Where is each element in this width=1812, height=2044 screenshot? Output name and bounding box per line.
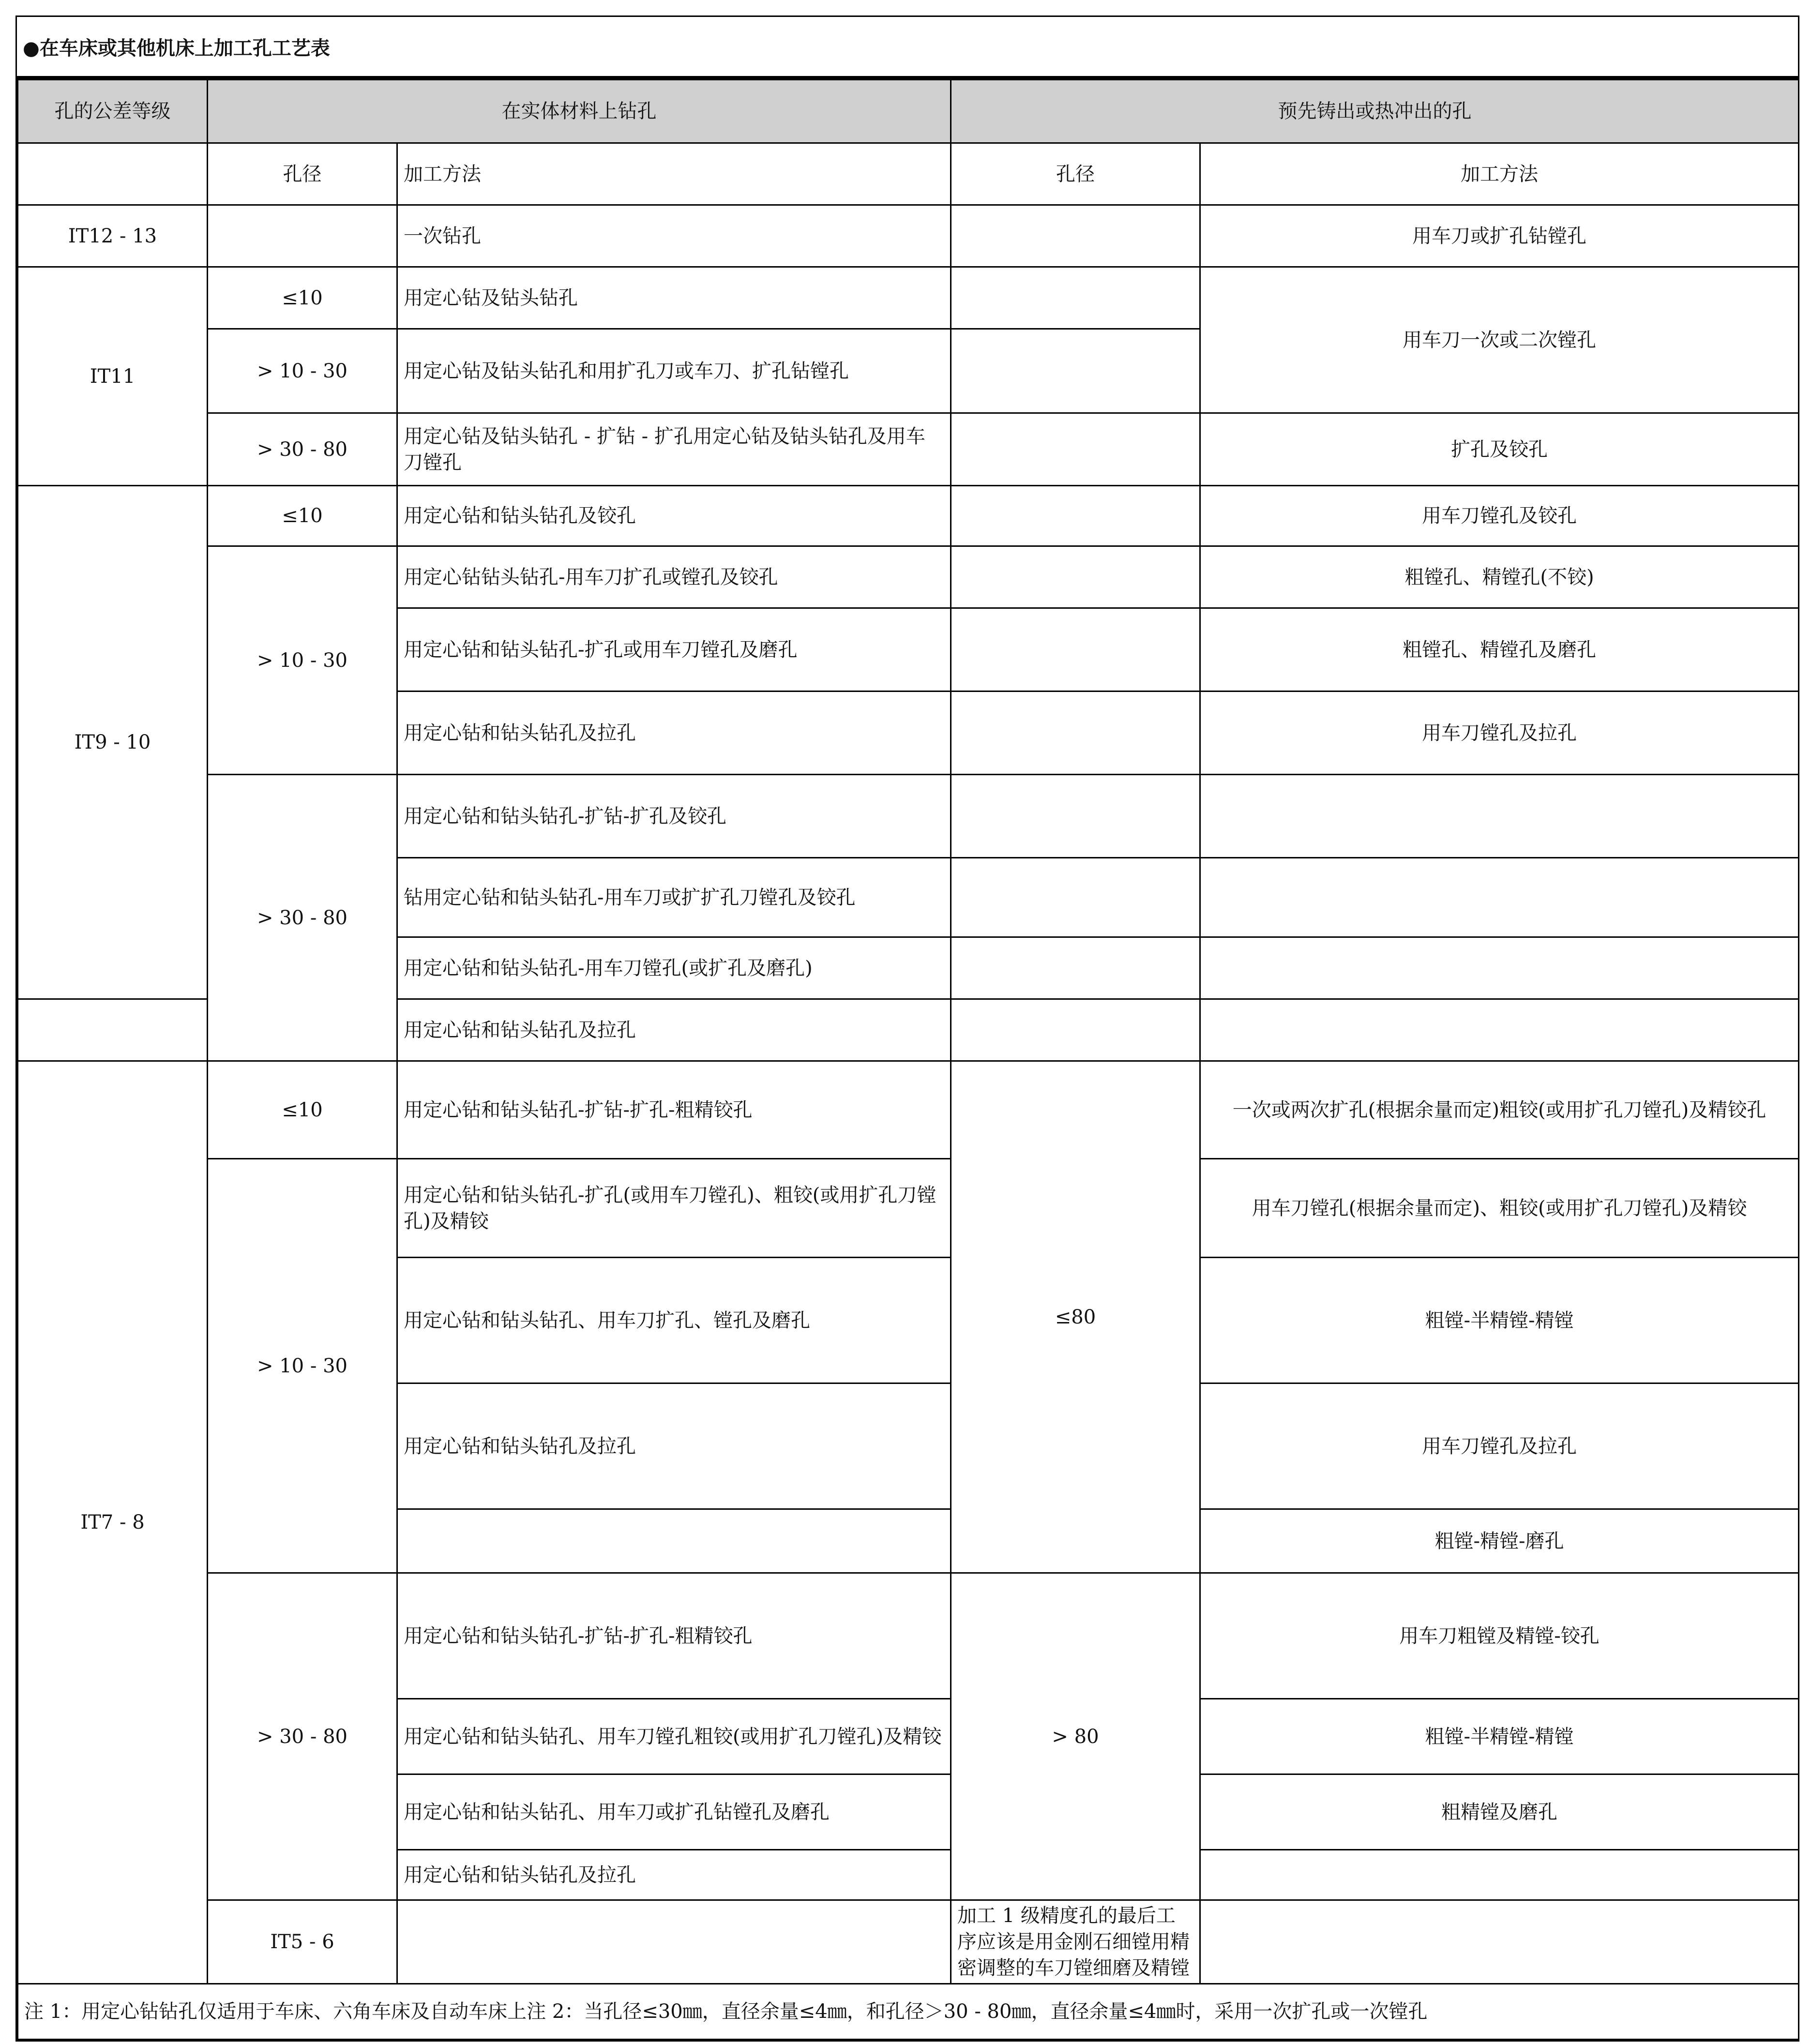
subheader-diameter: 孔径 — [208, 143, 397, 205]
method-cell: 一次钻孔 — [397, 205, 951, 267]
precast-method-cell: 粗镗孔、精镗孔(不铰) — [1200, 546, 1799, 608]
header-solid-material: 在实体材料上钻孔 — [208, 80, 951, 143]
subheader-method: 加工方法 — [397, 143, 951, 205]
grade-cell: IT7 - 8 — [18, 1061, 208, 1984]
diameter-cell: > 30 - 80 — [208, 775, 397, 1061]
precast-method-cell: 用车刀或扩孔钻镗孔 — [1200, 205, 1799, 267]
table-row — [18, 205, 1799, 267]
table-row — [18, 1573, 1799, 1699]
method-cell: 用定心钻钻头钻孔-用车刀扩孔或镗孔及铰孔 — [397, 546, 951, 608]
precast-method-cell — [1200, 999, 1799, 1061]
precast-method-cell — [1200, 1850, 1799, 1900]
grade-cell: IT12 - 13 — [18, 205, 208, 267]
method-cell: 用定心钻和钻头钻孔及拉孔 — [397, 1850, 951, 1900]
precast-method-cell: 用车刀镗孔及拉孔 — [1200, 691, 1799, 775]
precast-method-cell: 粗镗孔、精镗孔及磨孔 — [1200, 608, 1799, 691]
diameter-cell — [208, 205, 397, 267]
precast-diameter-cell: ≤80 — [951, 1061, 1200, 1573]
precast-diameter-cell — [951, 691, 1200, 775]
precast-diameter-cell — [951, 205, 1200, 267]
method-cell: 用定心钻和钻头钻孔-扩孔(或用车刀镗孔)、粗铰(或用扩孔刀镗孔)及精铰 — [397, 1159, 951, 1258]
diameter-cell: ≤10 — [208, 267, 397, 329]
grade-cell: IT11 — [18, 267, 208, 486]
method-cell: 用定心钻和钻头钻孔、用车刀扩孔、镗孔及磨孔 — [397, 1258, 951, 1383]
subheader-empty — [18, 143, 208, 205]
method-cell: 用定心钻和钻头钻孔、用车刀或扩孔钻镗孔及磨孔 — [397, 1774, 951, 1850]
precast-method-cell: 用车刀镗孔及拉孔 — [1200, 1383, 1799, 1509]
method-cell: 钻用定心钻和钻头钻孔-用车刀或扩扩孔刀镗孔及铰孔 — [397, 858, 951, 937]
method-cell: 用定心钻和钻头钻孔-扩钻-扩孔-粗精铰孔 — [397, 1061, 951, 1159]
process-table — [17, 79, 1799, 2040]
table-row — [18, 1159, 1799, 1258]
precast-diameter-cell — [951, 267, 1200, 329]
precast-method-cell — [1200, 937, 1799, 999]
subheader-row — [18, 143, 1799, 205]
header-tolerance-grade: 孔的公差等级 — [18, 80, 208, 143]
diameter-cell: > 30 - 80 — [208, 1573, 397, 1900]
table-row — [18, 1900, 1799, 1984]
method-cell: 用定心钻和钻头钻孔及铰孔 — [397, 486, 951, 546]
method-cell: 用定心钻和钻头钻孔-用车刀镗孔(或扩孔及磨孔) — [397, 937, 951, 999]
precast-method-cell: 扩孔及铰孔 — [1200, 413, 1799, 486]
precast-diameter-cell — [951, 999, 1200, 1061]
precast-diameter-cell — [951, 775, 1200, 858]
method-cell: 用定心钻和钻头钻孔-扩钻-扩孔及铰孔 — [397, 775, 951, 858]
precast-diameter-cell — [951, 329, 1200, 413]
method-cell — [397, 1509, 951, 1573]
diameter-cell: ≤10 — [208, 486, 397, 546]
precast-method-cell: 粗精镗及磨孔 — [1200, 1774, 1799, 1850]
precast-diameter-cell — [951, 486, 1200, 546]
method-cell: 用定心钻和钻头钻孔-扩钻-扩孔-粗精铰孔 — [397, 1573, 951, 1699]
precast-method-cell: 粗镗-半精镗-精镗 — [1200, 1258, 1799, 1383]
diameter-cell: ≤10 — [208, 1061, 397, 1159]
method-cell: 用定心钻和钻头钻孔及拉孔 — [397, 691, 951, 775]
precast-diameter-cell — [951, 608, 1200, 691]
diameter-cell: > 10 - 30 — [208, 1159, 397, 1573]
precast-method-cell — [1200, 858, 1799, 937]
method-cell: 加工 1 级精度孔的最后工序应该是用金刚石细镗用精密调整的车刀镗细磨及精镗 — [951, 1900, 1200, 1984]
precast-method-cell — [1200, 775, 1799, 858]
method-cell: 用定心钻和钻头钻孔、用车刀镗孔粗铰(或用扩孔刀镗孔)及精铰 — [397, 1699, 951, 1774]
diameter-cell: > 10 - 30 — [208, 329, 397, 413]
header-row — [18, 80, 1799, 143]
diameter-cell — [397, 1900, 951, 1984]
method-cell: 用定心钻和钻头钻孔及拉孔 — [397, 999, 951, 1061]
precast-method-cell: 粗镗-半精镗-精镗 — [1200, 1699, 1799, 1774]
table-row — [18, 775, 1799, 858]
grade-cell: IT5 - 6 — [208, 1900, 397, 1984]
diameter-cell: > 30 - 80 — [208, 413, 397, 486]
precast-diameter-cell: > 80 — [951, 1573, 1200, 1900]
method-cell: 用定心钻及钻头钻孔和用扩孔刀或车刀、扩孔钻镗孔 — [397, 329, 951, 413]
subheader-method-precast: 加工方法 — [1200, 143, 1799, 205]
table-row — [18, 413, 1799, 486]
precast-diameter-cell — [1200, 1900, 1799, 1984]
method-cell: 用定心钻和钻头钻孔及拉孔 — [397, 1383, 951, 1509]
precast-diameter-cell — [951, 413, 1200, 486]
precast-method-cell: 用车刀镗孔及铰孔 — [1200, 486, 1799, 546]
precast-method-cell: 用车刀粗镗及精镗-铰孔 — [1200, 1573, 1799, 1699]
precast-diameter-cell — [951, 858, 1200, 937]
table-row — [18, 486, 1799, 546]
table-title: ●在车床或其他机床上加工孔工艺表 — [17, 17, 1798, 79]
subheader-diameter-precast: 孔径 — [951, 143, 1200, 205]
method-cell: 用定心钻及钻头钻孔 — [397, 267, 951, 329]
precast-diameter-cell — [951, 546, 1200, 608]
precast-method-cell: 一次或两次扩孔(根据余量而定)粗铰(或用扩孔刀镗孔)及精铰孔 — [1200, 1061, 1799, 1159]
method-cell: 用定心钻及钻头钻孔 - 扩钻 - 扩孔用定心钻及钻头钻孔及用车刀镗孔 — [397, 413, 951, 486]
precast-method-cell: 用车刀一次或二次镗孔 — [1200, 267, 1799, 413]
table-row — [18, 267, 1799, 329]
grade-cell-empty — [18, 999, 208, 1061]
diameter-cell: > 10 - 30 — [208, 546, 397, 775]
note-row — [18, 1984, 1799, 2040]
table-note: 注 1：用定心钻钻孔仅适用于车床、六角车床及自动车床上注 2：当孔径≤30㎜，直径余量≤4㎜，和孔径＞30 - 80㎜，直径余量≤4㎜时，采用一次扩孔或一次镗孔 — [18, 1984, 1799, 2040]
precast-diameter-cell — [951, 937, 1200, 999]
precast-method-cell: 粗镗-精镗-磨孔 — [1200, 1509, 1799, 1573]
table-row — [18, 546, 1799, 608]
table-row — [18, 1061, 1799, 1159]
precast-method-cell: 用车刀镗孔(根据余量而定)、粗铰(或用扩孔刀镗孔)及精铰 — [1200, 1159, 1799, 1258]
header-precast-hole: 预先铸出或热冲出的孔 — [951, 80, 1799, 143]
process-table-sheet — [15, 15, 1799, 2042]
grade-cell: IT9 - 10 — [18, 486, 208, 999]
method-cell: 用定心钻和钻头钻孔-扩孔或用车刀镗孔及磨孔 — [397, 608, 951, 691]
